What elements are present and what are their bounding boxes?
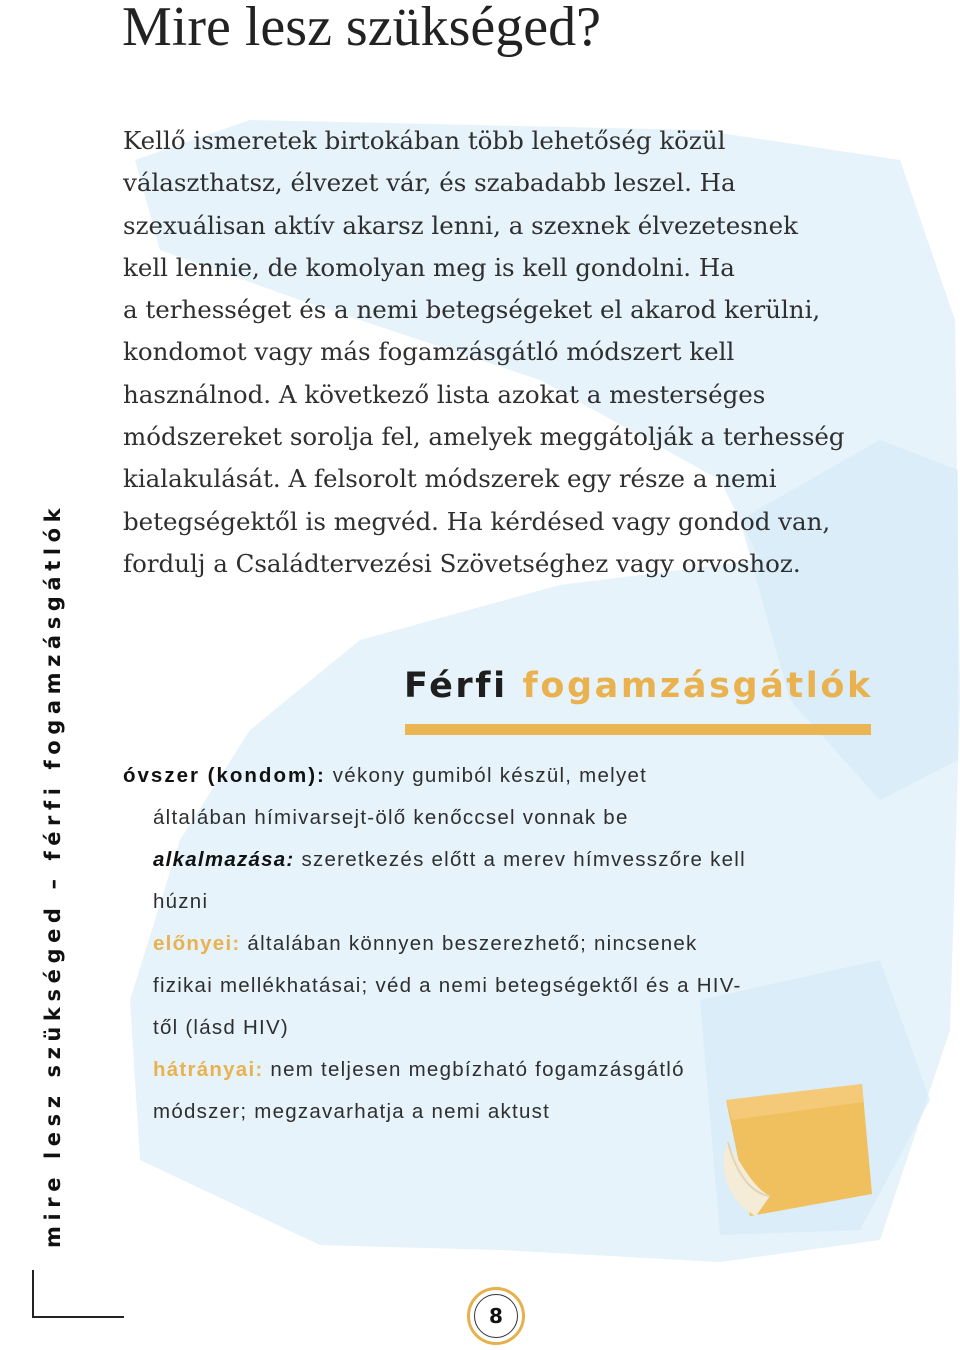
page-number: 8 [474,1294,518,1338]
intro-line: kondomot vagy más fogamzásgátló módszert kell [123,337,735,367]
intro-line: a terhességet és a nemi betegségeket el akarod kerülni, [123,295,821,325]
cons-label: hátrányai: [153,1058,264,1081]
entry-line: húzni [153,890,209,913]
section-title [404,664,873,708]
entry-line: től (lásd HIV) [153,1016,289,1039]
page-title: Mire lesz szükséged? [122,0,601,58]
pros-text: általában könnyen beszerezhető; nincsenek [240,932,698,955]
entry-line [123,755,647,797]
intro-line: használnod. A következő lista azokat a mesterséges [123,379,766,409]
entry-line: általában hímivarsejt-ölő kenőccsel vonnak be [153,806,629,829]
cons-text: nem teljesen megbízható fogamzásgátló [263,1058,685,1081]
entry-line: fizikai mellékhatásai; véd a nemi betegségektől és a HIV- [153,974,742,997]
intro-line: szexuálisan aktív akarsz lenni, a szexnek élvezetesnek [123,210,798,240]
side-running-header: mire lesz szükséged – férfi fogamzásgátlók [41,502,65,1248]
intro-paragraph [123,120,903,585]
page-number-badge [467,1287,525,1345]
section-title-part2: fogamzásgátlók [522,666,873,706]
intro-line: választhatsz, élvezet vár, és szabadabb leszel. Ha [123,168,736,198]
intro-line: kialakulását. A felsorolt módszerek egy része a nemi [123,464,777,494]
entry-term: óvszer (kondom): [123,764,326,787]
intro-line: módszereket sorolja fel, amelyek meggátolják a terhesség [123,422,845,452]
entry-line [153,839,746,881]
corner-mark-horizontal [32,1316,124,1318]
intro-line: betegségektől is megvéd. Ha kérdésed vagy gondod van, [123,506,831,536]
entry-line: módszer; megzavarhatja a nemi aktust [153,1100,551,1123]
entry-line [153,1049,685,1091]
condom-package-image [712,1076,878,1226]
usage-label: alkalmazása: [153,848,295,871]
corner-mark-vertical [32,1270,34,1318]
intro-line: kell lennie, de komolyan meg is kell gondolni. Ha [123,252,735,282]
entry-line [153,923,698,965]
pros-label: előnyei: [153,932,241,955]
intro-line: fordulj a Családtervezési Szövetséghez vagy orvoshoz. [123,548,801,578]
section-underline [405,724,871,735]
usage-text: szeretkezés előtt a merev hímvesszőre kell [294,848,746,871]
intro-line: Kellő ismeretek birtokában több lehetőség közül [123,126,726,155]
section-title-part1: Férfi [404,666,508,706]
entry-desc: vékony gumiból készül, melyet [325,764,648,787]
